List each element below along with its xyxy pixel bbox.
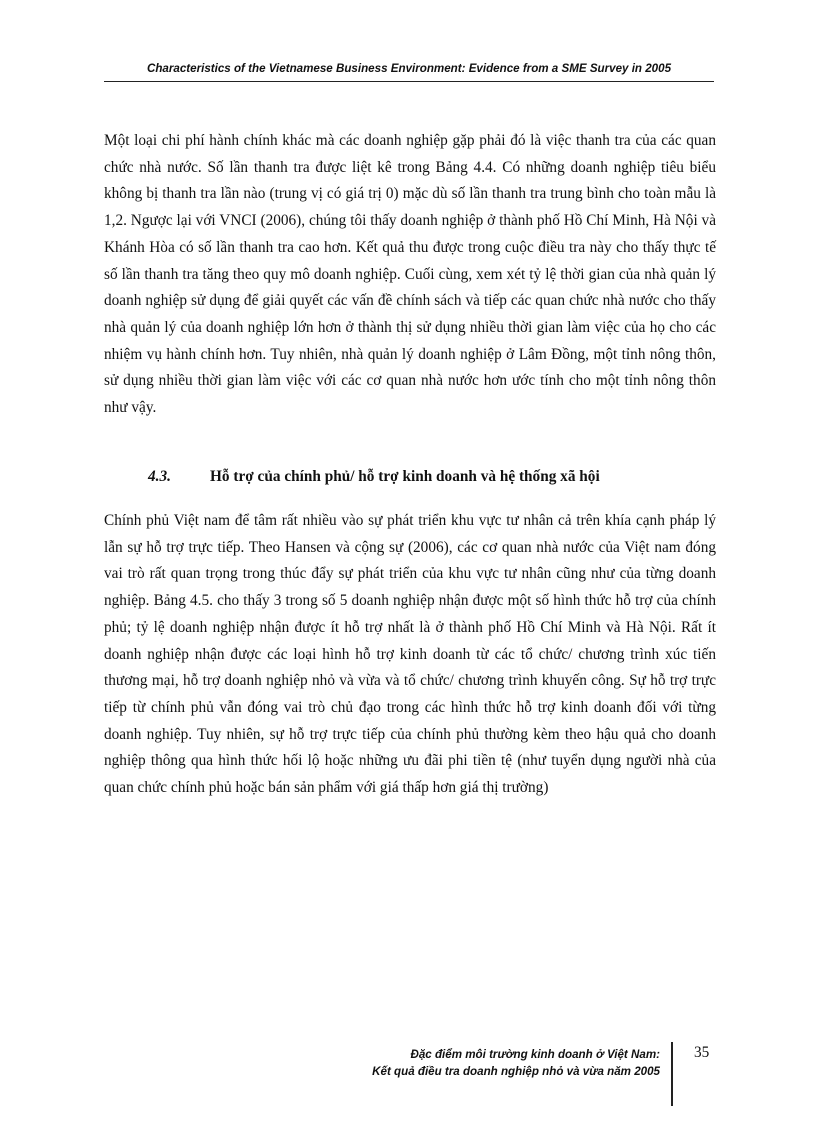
running-footer-title [372,1046,660,1080]
footer-title-line-1: Đặc điểm môi trường kinh doanh ở Việt Nam: [410,1048,660,1061]
body-paragraph-government-support: Chính phủ Việt nam để tâm rất nhiều vào sự phát triển khu vực tư nhân cả trên khía cạnh pháp lý lẫn sự hỗ trợ trực tiếp. Theo Hansen và cộng sự (2006), các cơ quan nhà nước của Việt nam đóng vai trò rất quan trọng trong thúc đẩy sự phát triển của khu vực tư nhân cũng như của từng doanh nghiệp. Bảng 4.5. cho thấy 3 trong số 5 doanh nghiệp nhận được một số hình thức hỗ trợ của chính phủ; tỷ lệ doanh nghiệp nhận được ít hỗ trợ nhất là ở thành phố Hồ Chí Minh và Hà Nội. Rất ít doanh nghiệp nhận được các loại hình hỗ trợ kinh doanh từ các tổ chức/ chương trình xúc tiến thương mại, hỗ trợ doanh nghiệp nhỏ và vừa và tổ chức/ chương trình khuyến công. Sự hỗ trợ trực tiếp từ chính phủ vẫn đóng vai trò chủ đạo trong các hình thức hỗ trợ kinh doanh đối với từng doanh nghiệp. Tuy nhiên, sự hỗ trợ trực tiếp của chính phủ thường kèm theo hậu quả cho doanh nghiệp thông qua hình thức hối lộ hoặc những ưu đãi phi tiền tệ (như tuyển dụng người nhà của quan chức chính phủ hoặc bán sản phẩm với giá thấp hơn giá thị trường) [104,512,716,797]
running-header-title: Characteristics of the Vietnamese Business Environment: Evidence from a SME Survey in 2005 [146,62,672,75]
footer-title-line-2: Kết quả điều tra doanh nghiệp nhỏ và vừa năm 2005 [372,1065,660,1078]
footer-divider [671,1042,673,1106]
header-divider [104,81,714,82]
section-heading [148,468,600,486]
section-title: Hỗ trợ của chính phủ/ hỗ trợ kinh doanh và hệ thống xã hội [210,468,600,485]
page-number: 35 [694,1044,710,1061]
body-paragraph-inspections: Một loại chi phí hành chính khác mà các doanh nghiệp gặp phải đó là việc thanh tra của các quan chức nhà nước. Số lần thanh tra được liệt kê trong Bảng 4.4. Có những doanh nghiệp tiêu biểu không bị thanh tra lần nào (trung vị có giá trị 0) mặc dù số lần thanh tra trung bình cho toàn mẫu là 1,2. Ngược lại với VNCI (2006), chúng tôi thấy doanh nghiệp ở thành phố Hồ Chí Minh, Hà Nội và Khánh Hòa có số lần thanh tra cao hơn. Kết quả thu được trong cuộc điều tra này cho thấy thực tế số lần thanh tra tăng theo quy mô doanh nghiệp. Cuối cùng, xem xét tỷ lệ thời gian của nhà quản lý doanh nghiệp sử dụng để giải quyết các vấn đề chính sách và tiếp các quan chức nhà nước cho thấy nhà quản lý của doanh nghiệp lớn hơn ở thành thị sử dụng nhiều thời gian làm việc của họ cho các nhiệm vụ hành chính hơn. Tuy nhiên, nhà quản lý doanh nghiệp ở Lâm Đồng, một tỉnh nông thôn, sử dụng nhiều thời gian làm việc với các cơ quan nhà nước hơn ước tính cho một tỉnh nông thôn như vậy. [104,132,716,417]
section-number: 4.3. [148,468,171,485]
